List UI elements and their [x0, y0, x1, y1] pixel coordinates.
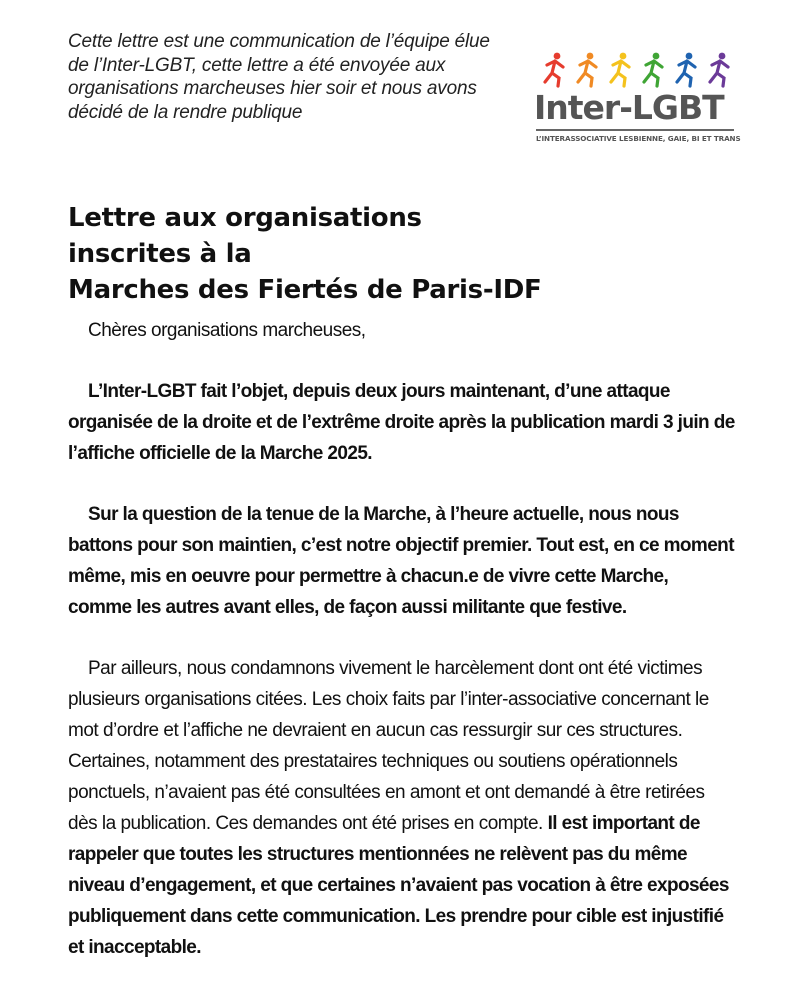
runner-figure-icon	[644, 53, 662, 86]
logo-name: Inter-LGBT	[534, 88, 724, 127]
title-line: Lettre aux organisations	[68, 203, 422, 233]
runner-figure-icon	[578, 53, 596, 86]
intro-note: Cette lettre est une communication de l’équipe élue de l’Inter-LGBT, cette lettre a été envoyée aux organisations marcheuses hier soir et nous avons décidé de la rendre publique	[68, 31, 490, 123]
paragraph-1: L’Inter-LGBT fait l’objet, depuis deux jours maintenant, d’une attaque organisée de la droite et de l’extrême droite après la publication mardi 3 juin de l’affiche officielle de la Marche 2025.	[68, 381, 735, 464]
paragraph-3	[68, 653, 736, 963]
logo-divider	[536, 129, 734, 131]
paragraph-3-regular: Par ailleurs, nous condamnons vivement le harcèlement dont ont été victimes plusieurs organisations citées. Les choix faits par l’inter-associative concernant le mot d’ordre et l’affiche ne devraient en aucun cas ressurgir sur ces structures. Certaines, notamment des prestataires techniques ou soutiens opérationnels ponctuels, n’avaient pas été consultées en amont et ont demandé à être retirées dès la publication. Ces demandes ont été prises en compte.	[68, 658, 709, 834]
paragraph-3-bold: Il est important de rappeler que toutes les structures mentionnées ne relèvent pas du même niveau d’engagement, et que certaines n’avaient pas vocation à être exposées publiquement dans cette communication. Les prendre pour cible est injustifié et inacceptable.	[68, 813, 729, 958]
runner-figure-icon	[710, 53, 728, 86]
logo-tagline: L’INTERASSOCIATIVE LESBIENNE, GAIE, BI ET TRANS	[536, 134, 741, 143]
inter-lgbt-logo	[534, 50, 744, 150]
title-line: Marches des Fiertés de Paris-IDF	[68, 275, 542, 305]
letter-title	[68, 200, 628, 308]
paragraph-2: Sur la question de la tenue de la Marche, à l’heure actuelle, nous nous battons pour son maintien, c’est notre objectif premier. Tout est, en ce moment même, mis en oeuvre pour permettre à chacun.e de vivre cette Marche, comme les autres avant elles, de façon aussi militante que festive.	[68, 504, 734, 618]
runner-figure-icon	[611, 53, 629, 86]
runner-figure-icon	[545, 53, 563, 86]
greeting: Chères organisations marcheuses,	[88, 320, 366, 341]
running-figures-icon	[538, 50, 738, 90]
letter-body	[68, 315, 736, 963]
runner-figure-icon	[677, 53, 695, 86]
title-line: inscrites à la	[68, 239, 252, 269]
